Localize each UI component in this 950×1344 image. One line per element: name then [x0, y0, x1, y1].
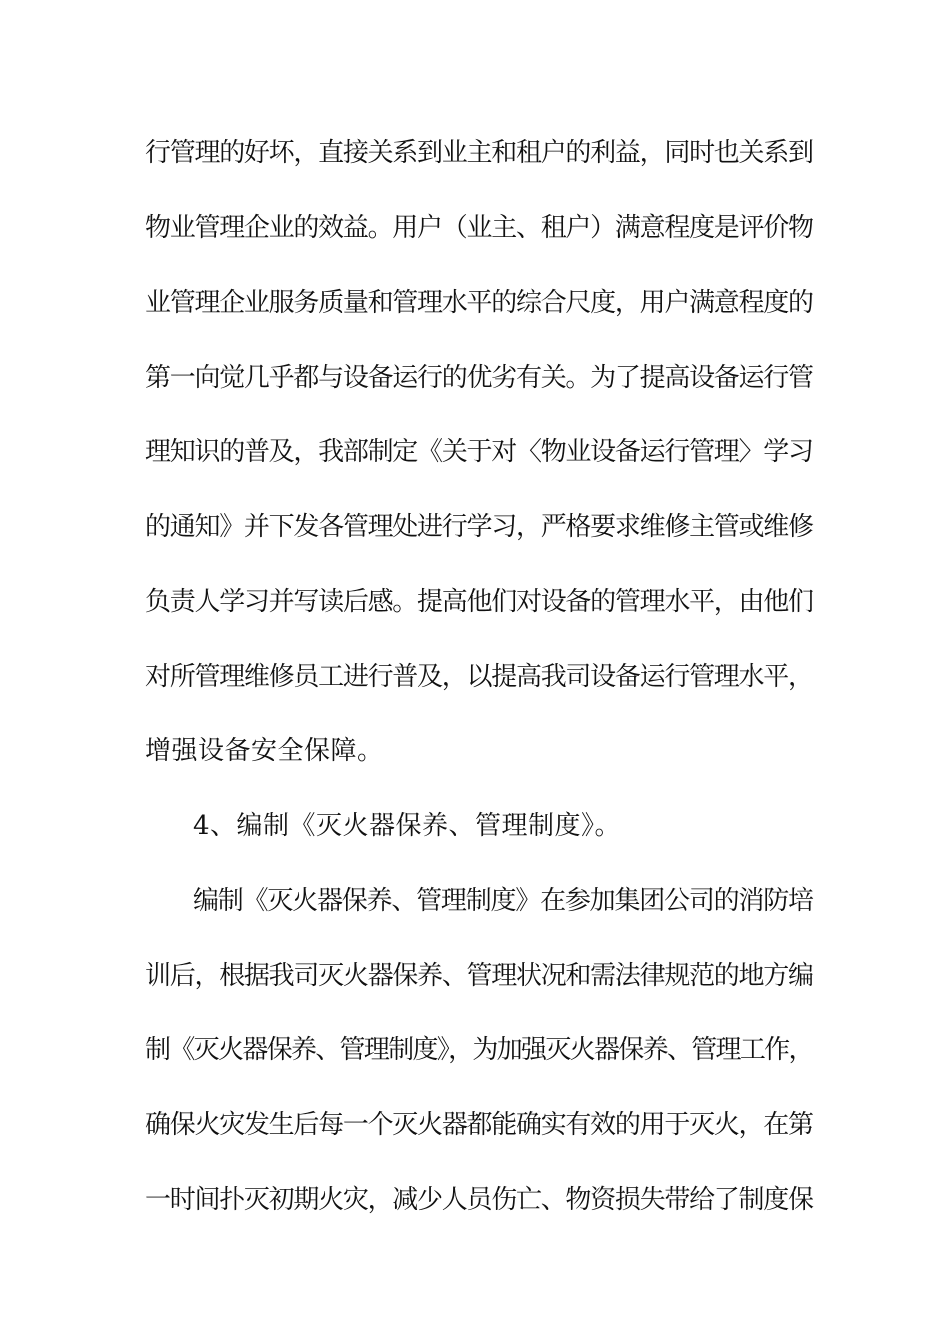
- text-line: 行管理的好坏，直接关系到业主和租户的利益，同时也关系到: [145, 138, 813, 168]
- text-line: 训后，根据我司灭火器保养、管理状况和需法律规范的地方编: [145, 961, 813, 991]
- text-line: 第一向觉几乎都与设备运行的优劣有关。为了提高设备运行管: [145, 363, 813, 393]
- text-line: 物业管理企业的效益。用户（业主、租户）满意程度是评价物: [145, 213, 813, 243]
- text-line: 增强设备安全保障。: [145, 736, 384, 766]
- text-line: 对所管理维修员工进行普及，以提高我司设备运行管理水平，: [145, 662, 813, 692]
- text-line: 业管理企业服务质量和管理水平的综合尺度，用户满意程度的: [145, 288, 813, 318]
- paragraph-first-line: 编制《灭火器保养、管理制度》在参加集团公司的消防培: [193, 886, 813, 916]
- text-line: 制《灭火器保养、管理制度》，为加强灭火器保养、管理工作，: [145, 1035, 813, 1065]
- text-line: 确保火灾发生后每一个灭火器都能确实有效的用于灭火，在第: [145, 1110, 813, 1140]
- text-line: 负责人学习并写读后感。提高他们对设备的管理水平，由他们: [145, 587, 813, 617]
- section-heading: 4、编制《灭火器保养、管理制度》。: [193, 811, 622, 841]
- text-line: 一时间扑灭初期火灾，减少人员伤亡、物资损失带给了制度保: [145, 1185, 813, 1215]
- text-line: 理知识的普及，我部制定《关于对〈物业设备运行管理〉学习: [145, 437, 813, 467]
- text-line: 的通知》并下发各管理处进行学习，严格要求维修主管或维修: [145, 512, 813, 542]
